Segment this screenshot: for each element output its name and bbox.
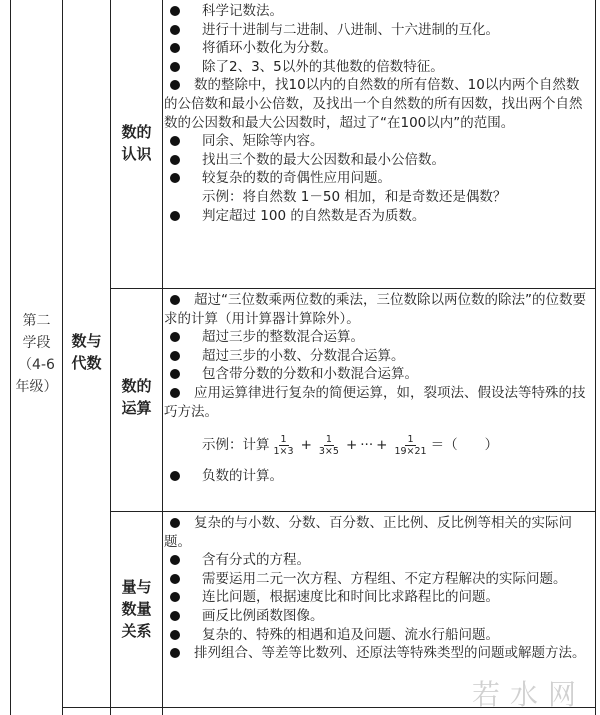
list-item — [164, 132, 592, 151]
fraction-denominator: 3×5 — [318, 445, 339, 457]
row-divider-1 — [110, 288, 596, 289]
stage-label — [11, 310, 62, 398]
section-label-line: 认识 — [121, 145, 152, 163]
fraction-numerator: 1 — [280, 433, 287, 445]
bullet-icon — [170, 173, 180, 183]
bullet-icon — [170, 388, 180, 398]
list-item — [164, 76, 592, 132]
list-item — [164, 644, 592, 663]
list-item — [164, 384, 592, 421]
list-item-text: 包含带分数的分数和小数混合运算。 — [202, 366, 418, 383]
section-content-operations — [164, 291, 592, 486]
fraction-numerator: 1 — [407, 433, 414, 445]
example-text — [164, 188, 592, 207]
list-item — [164, 551, 592, 570]
section-content-number-sense — [164, 2, 592, 225]
plus-sign: + — [300, 436, 312, 453]
fraction — [392, 434, 428, 457]
section-label-number-sense — [111, 121, 162, 165]
fraction-numerator: 1 — [325, 433, 332, 445]
bullet-icon — [170, 555, 180, 565]
example-line: 示例：将自然数 1－50 相加，和是奇数还是偶数？ — [202, 188, 507, 205]
bullet-icon — [170, 574, 180, 584]
bullet-icon — [170, 611, 180, 621]
bullet-icon — [170, 471, 180, 481]
list-item-text: 复杂的与小数、分数、百分数、正比例、反比例等相关的实际问题。 — [164, 515, 572, 550]
domain-label-line: 数与 — [71, 332, 102, 350]
list-item — [164, 607, 592, 626]
list-item — [164, 291, 592, 328]
row-divider-2 — [110, 511, 596, 512]
list-item-text: 复杂的、特殊的相遇和追及问题、流水行船问题。 — [202, 626, 499, 643]
list-item — [164, 21, 592, 40]
domain-label — [63, 330, 110, 374]
bullet-icon — [170, 6, 180, 16]
section-label-operations — [111, 375, 162, 419]
list-item — [164, 169, 592, 188]
bullet-icon — [170, 648, 180, 658]
section-label-line: 运算 — [121, 399, 152, 417]
list-item-text: 找出三个数的最大公因数和最小公倍数。 — [202, 151, 445, 168]
list-item-text: 数的整除中，找10以内的自然数的所有倍数、10以内两个自然数的公倍数和最小公倍数，及找出一个自然数的所有因数，找出两个自然数的公因数和最大公因数时，超过了“在100以内”的范围。 — [164, 77, 583, 131]
list-item — [164, 151, 592, 170]
list-item — [164, 347, 592, 366]
stage-label-line: 第二 — [22, 313, 51, 329]
fraction-denominator: 19×21 — [394, 445, 427, 457]
list-item — [164, 328, 592, 347]
list-item-text: 需要运用二元一次方程、方程组、不定方程解决的实际问题。 — [202, 570, 567, 587]
list-item-text: 较复杂的数的奇偶性应用问题。 — [202, 170, 391, 187]
list-item-text: 超过三步的整数混合运算。 — [202, 329, 364, 346]
section-label-quantity-relations — [111, 576, 162, 642]
bullet-icon — [170, 211, 180, 221]
table-divider-subdomain — [162, 0, 163, 715]
list-item — [164, 207, 592, 226]
plus-sign: + — [376, 436, 388, 453]
bullet-icon — [170, 25, 180, 35]
stage-label-line: 学段 — [22, 335, 51, 351]
bullet-icon — [170, 80, 180, 90]
plus-sign: + — [345, 436, 358, 453]
stage-label-line: （4-6 — [18, 357, 55, 373]
list-item — [164, 2, 592, 21]
list-item — [164, 626, 592, 645]
bullet-icon — [170, 592, 180, 602]
formula-suffix: ＝（ ） — [430, 436, 499, 453]
bullet-icon — [170, 295, 180, 305]
list-item-text: 除了2、3、5以外的其他数的倍数特征。 — [202, 58, 444, 75]
bullet-icon — [170, 369, 180, 379]
list-item-text: 排列组合、等差等比数列、还原法等特殊类型的问题或解题方法。 — [194, 645, 586, 662]
bullet-icon — [170, 630, 180, 640]
section-label-line: 量与 — [121, 578, 152, 596]
list-item — [164, 588, 592, 607]
list-item-text: 进行十进制与二进制、八进制、十六进制的互化。 — [202, 21, 499, 38]
list-item-text: 含有分式的方程。 — [202, 552, 310, 569]
bullet-icon — [170, 351, 180, 361]
bullet-icon — [170, 332, 180, 342]
bullet-icon — [170, 518, 180, 528]
list-item-text: 画反比例函数图像。 — [202, 607, 324, 624]
list-item-text: 同余、矩除等内容。 — [202, 133, 324, 150]
list-item — [164, 365, 592, 384]
bullet-icon — [170, 43, 180, 53]
list-item — [164, 39, 592, 58]
list-item — [164, 570, 592, 589]
stage-label-line: 年级） — [15, 379, 58, 395]
formula-prefix: 示例：计算 — [202, 436, 270, 453]
ellipsis: ··· — [360, 436, 374, 453]
section-label-line: 数量 — [121, 600, 152, 618]
list-item-text: 负数的计算。 — [202, 468, 283, 485]
bullet-icon — [170, 62, 180, 72]
example-formula — [164, 425, 592, 465]
fraction — [317, 434, 341, 457]
list-item — [164, 514, 592, 551]
list-item-text: 应用运算律进行复杂的简便运算，如，裂项法、假设法等特殊的技巧方法。 — [164, 384, 586, 420]
domain-label-line: 代数 — [71, 354, 102, 372]
table-border-right — [595, 0, 596, 715]
section-label-line: 数的 — [121, 123, 152, 141]
bullet-icon — [170, 136, 180, 146]
section-label-line: 数的 — [121, 377, 152, 395]
section-label-line: 关系 — [121, 622, 152, 640]
list-item-text: 超过“三位数乘两位数的乘法，三位数除以两位数的除法”的位数要求的计算（用计算器计算除外）。 — [164, 292, 586, 327]
list-item-text: 判定超过 100 的自然数是否为质数。 — [202, 207, 426, 224]
fraction — [272, 434, 296, 457]
bullet-icon — [170, 155, 180, 165]
list-item-text: 超过三步的小数、分数混合运算。 — [202, 347, 405, 364]
list-item — [164, 58, 592, 77]
list-item-text: 连比问题，根据速度比和时间比求路程比的问题。 — [202, 589, 499, 606]
list-item-text: 科学记数法。 — [202, 3, 283, 19]
list-item-text: 将循环小数化为分数。 — [202, 40, 337, 57]
watermark: 若水网 — [471, 678, 586, 711]
fraction-denominator: 1×3 — [273, 445, 294, 457]
section-content-quantity-relations — [164, 514, 592, 663]
list-item — [164, 467, 592, 486]
